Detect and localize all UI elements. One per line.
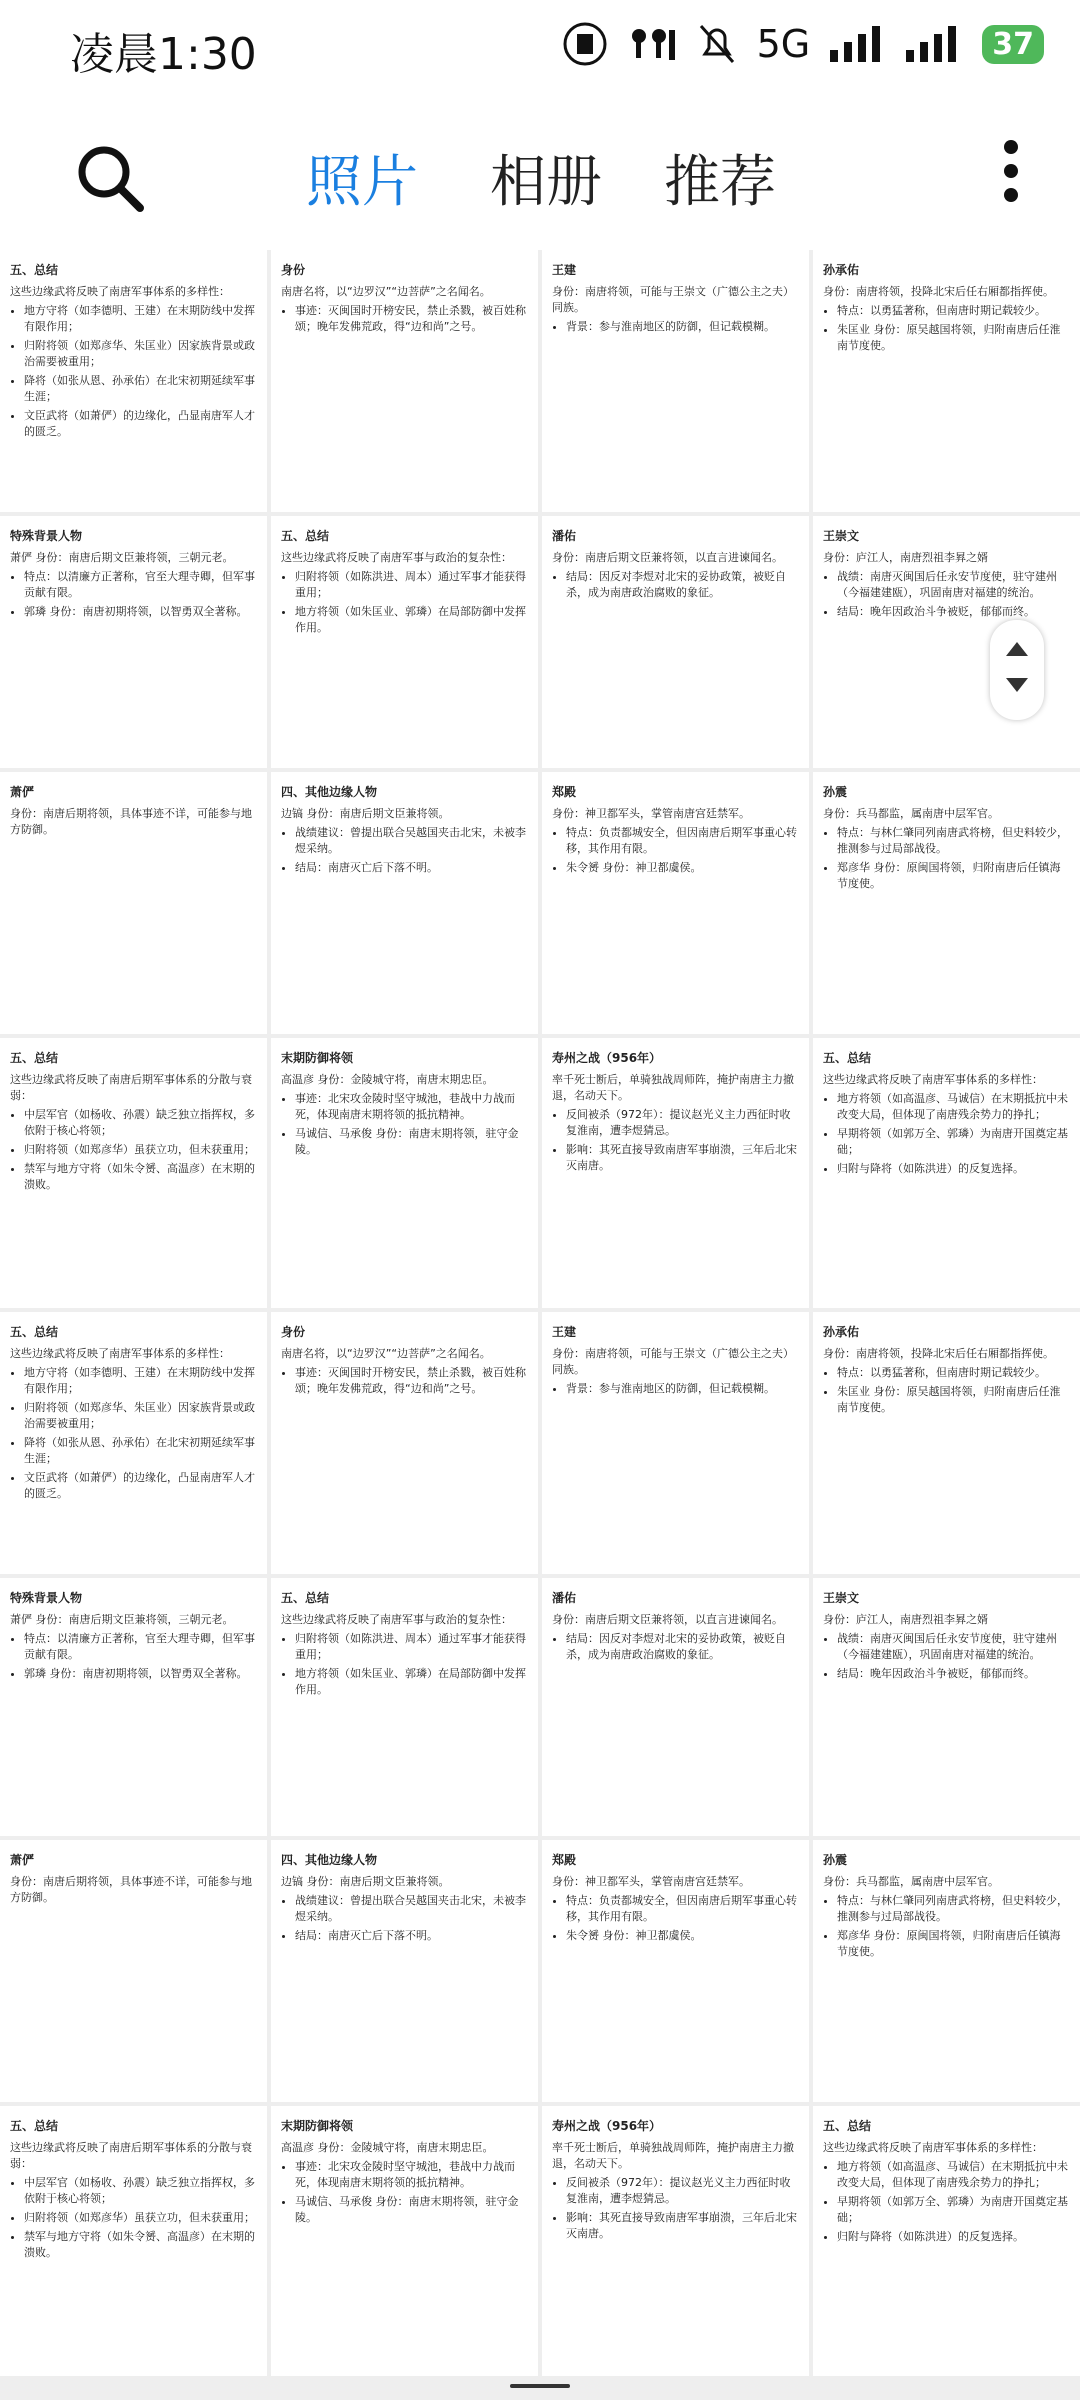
- thumbnail-list-item: • 结局：南唐灭亡后下落不明。: [295, 1928, 528, 1944]
- thumbnail-text: 这些边缘武将反映了南唐军事体系的多样性：: [10, 1347, 230, 1360]
- thumbnail-list-item: • 特点：与林仁肇同列南唐武将榜，但史料较少，推测参与过局部战役。: [837, 1893, 1070, 1925]
- thumbnail-list-item: • 背景：参与淮南地区的防御，但记载模糊。: [566, 319, 799, 335]
- thumbnail-list-item: • 结局：因反对李煜对北宋的妥协政策，被贬自杀，成为南唐政治腐败的象征。: [566, 569, 799, 601]
- thumbnail-list-item: • 结局：晚年因政治斗争被贬，郁郁而终。: [837, 1666, 1070, 1682]
- grid-row: [0, 1312, 1080, 1574]
- photo-thumbnail[interactable]: [0, 516, 267, 768]
- thumbnail-heading: 郑殿: [552, 785, 577, 799]
- thumbnail-text: 萧俨 身份：南唐后期文臣兼将领，三朝元老。: [10, 551, 234, 564]
- thumbnail-list-item: • 事迹：灭闽国时开榜安民，禁止杀戮，被百姓称颂；晚年发佛荒政，得“边和尚”之号。: [295, 1365, 528, 1397]
- thumbnail-list-item: • 特点：与林仁肇同列南唐武将榜，但史料较少，推测参与过局部战役。: [837, 825, 1070, 857]
- grid-row: [0, 516, 1080, 768]
- thumbnail-heading: 王崇文: [823, 529, 860, 543]
- photo-thumbnail[interactable]: [0, 1578, 267, 1836]
- thumbnail-list-item: • 降将（如张从恩、孙承佑）在北宋初期延续军事生涯；: [24, 1435, 257, 1467]
- thumbnail-text: 高温彦 身份：金陵城守将，南唐末期忠臣。: [281, 2141, 494, 2154]
- thumbnail-list: [552, 1631, 799, 1663]
- arrow-up-icon: [1006, 642, 1028, 656]
- thumbnail-heading: 王建: [552, 263, 577, 277]
- thumbnail-list-item: • 文臣武将（如萧俨）的边缘化，凸显南唐军人才的匮乏。: [24, 1470, 257, 1502]
- thumbnail-heading: 五、总结: [10, 263, 59, 277]
- photo-thumbnail[interactable]: [271, 250, 538, 512]
- thumbnail-list-item: • 影响：其死直接导致南唐军事崩溃，三年后北宋灭南唐。: [566, 2210, 799, 2242]
- thumbnail-text: 身份：南唐后期文臣兼将领，以直言进谏闻名。: [552, 1613, 783, 1626]
- thumbnail-list-item: • 归附将领（如陈洪进、周本）通过军事才能获得重用；: [295, 569, 528, 601]
- thumbnail-list-item: • 反间被杀（972年）：提议赵光义主力西征时收复淮南，遭李煜猜忌。: [566, 1107, 799, 1139]
- thumbnail-text: 这些边缘武将反映了南唐后期军事体系的分散与衰弱：: [10, 2141, 252, 2170]
- thumbnail-list-item: • 事迹：灭闽国时开榜安民，禁止杀戮，被百姓称颂；晚年发佛荒政，得“边和尚”之号。: [295, 303, 528, 335]
- thumbnail-heading: 五、总结: [823, 1051, 872, 1065]
- thumbnail-text: 身份：南唐将领，可能与王崇文（广德公主之夫）同族。: [552, 1347, 794, 1376]
- thumbnail-heading: 潘佑: [552, 529, 577, 543]
- photo-thumbnail[interactable]: [0, 1840, 267, 2102]
- thumbnail-list: [552, 2175, 799, 2242]
- tab-recommend[interactable]: 推荐: [664, 150, 776, 215]
- thumbnail-heading: 身份: [281, 1325, 306, 1339]
- photo-thumbnail[interactable]: [813, 1840, 1080, 2102]
- thumbnail-heading: 五、总结: [10, 1325, 59, 1339]
- thumbnail-heading: 末期防御将领: [281, 2119, 354, 2133]
- app-icon: [563, 22, 607, 66]
- thumbnail-heading: 五、总结: [10, 1051, 59, 1065]
- photo-thumbnail[interactable]: [271, 2106, 538, 2376]
- thumbnail-text: 身份：神卫都军头，掌管南唐宫廷禁军。: [552, 1875, 750, 1888]
- thumbnail-list-item: • 归附将领（如郑彦华）虽获立功，但未获重用；: [24, 2210, 257, 2226]
- thumbnail-list-item: • 降将（如张从恩、孙承佑）在北宋初期延续军事生涯；: [24, 373, 257, 405]
- thumbnail-list-item: • 特点：以勇猛著称，但南唐时期记载较少。: [837, 303, 1070, 319]
- fast-scroll-handle[interactable]: [990, 620, 1044, 720]
- photo-grid[interactable]: [0, 250, 1080, 2400]
- thumbnail-text: 身份：南唐将领，投降北宋后任右厢都指挥使。: [823, 285, 1054, 298]
- thumbnail-heading: 孙承佑: [823, 263, 860, 277]
- network-type: 5G: [756, 22, 811, 66]
- photo-thumbnail[interactable]: [542, 516, 809, 768]
- thumbnail-text: 这些边缘武将反映了南唐后期军事体系的分散与衰弱：: [10, 1073, 252, 1102]
- photo-thumbnail[interactable]: [542, 1840, 809, 2102]
- thumbnail-list: [552, 1381, 799, 1397]
- thumbnail-list-item: • 背景：参与淮南地区的防御，但记载模糊。: [566, 1381, 799, 1397]
- thumbnail-list: [823, 2159, 1070, 2245]
- thumbnail-list-item: • 反间被杀（972年）：提议赵光义主力西征时收复淮南，遭李煜猜忌。: [566, 2175, 799, 2207]
- thumbnail-list: [823, 1365, 1070, 1416]
- thumbnail-list: [281, 2159, 528, 2226]
- photo-thumbnail[interactable]: [0, 1312, 267, 1574]
- thumbnail-heading: 郑殿: [552, 1853, 577, 1867]
- thumbnail-list-item: • 郭璘 身份：南唐初期将领，以智勇双全著称。: [24, 1666, 257, 1682]
- thumbnail-text: 边镐 身份：南唐后期文臣兼将领。: [281, 1875, 450, 1888]
- photo-thumbnail[interactable]: [813, 772, 1080, 1034]
- photo-thumbnail[interactable]: [271, 1578, 538, 1836]
- thumbnail-list-item: • 中层军官（如杨收、孙震）缺乏独立指挥权，多依附于核心将领；: [24, 2175, 257, 2207]
- grid-row: [0, 1578, 1080, 1836]
- thumbnail-list-item: • 归附将领（如陈洪进、周本）通过军事才能获得重用；: [295, 1631, 528, 1663]
- signal-icon: [830, 26, 886, 62]
- photo-thumbnail[interactable]: [271, 772, 538, 1034]
- thumbnail-heading: 萧俨: [10, 785, 35, 799]
- thumbnail-list-item: • 早期将领（如郭万全、郭璘）为南唐开国奠定基础；: [837, 1126, 1070, 1158]
- thumbnail-list: [552, 1107, 799, 1174]
- thumbnail-list-item: • 地方将领（如高温彦、马诚信）在末期抵抗中未改变大局，但体现了南唐残余势力的挣扎；: [837, 1091, 1070, 1123]
- thumbnail-list-item: • 特点：负责都城安全，但因南唐后期军事重心转移，其作用有限。: [566, 825, 799, 857]
- signal-icon-2: [906, 26, 962, 62]
- thumbnail-list: [281, 569, 528, 636]
- grid-row: [0, 250, 1080, 512]
- thumbnail-text: 身份：兵马都监，属南唐中层军官。: [823, 807, 999, 820]
- photo-thumbnail[interactable]: [542, 772, 809, 1034]
- thumbnail-heading: 寿州之战（956年）: [552, 2119, 662, 2133]
- thumbnail-list-item: • 郑彦华 身份：原闽国将领，归附南唐后任镇海节度使。: [837, 860, 1070, 892]
- thumbnail-list: [552, 569, 799, 601]
- thumbnail-list: [10, 1365, 257, 1502]
- thumbnail-text: 这些边缘武将反映了南唐军事体系的多样性：: [823, 1073, 1043, 1086]
- earbuds-icon: [627, 22, 677, 66]
- thumbnail-list-item: • 事迹：北宋攻金陵时坚守城池，巷战中力战而死，体现南唐末期将领的抵抗精神。: [295, 2159, 528, 2191]
- thumbnail-list-item: • 战绩：南唐灭闽国后任永安节度使，驻守建州（今福建建瓯），巩固南唐对福建的统治。: [837, 1631, 1070, 1663]
- thumbnail-list: [823, 569, 1070, 620]
- thumbnail-list: [281, 1893, 528, 1944]
- photo-thumbnail[interactable]: [813, 1038, 1080, 1308]
- thumbnail-list-item: • 归附将领（如郑彦华、朱匡业）因家族背景或政治需要被重用；: [24, 338, 257, 370]
- thumbnail-list-item: • 归附与降将（如陈洪进）的反复选择。: [837, 1161, 1070, 1177]
- search-icon[interactable]: [70, 138, 150, 218]
- photo-thumbnail[interactable]: [0, 1038, 267, 1308]
- thumbnail-list-item: • 地方守将（如李德明、王建）在末期防线中发挥有限作用；: [24, 1365, 257, 1397]
- thumbnail-list: [281, 303, 528, 335]
- photo-thumbnail[interactable]: [271, 1312, 538, 1574]
- thumbnail-list-item: • 影响：其死直接导致南唐军事崩溃，三年后北宋灭南唐。: [566, 1142, 799, 1174]
- thumbnail-text: 身份：南唐将领，投降北宋后任右厢都指挥使。: [823, 1347, 1054, 1360]
- grid-row: [0, 1038, 1080, 1308]
- thumbnail-text: 这些边缘武将反映了南唐军事与政治的复杂性：: [281, 1613, 512, 1626]
- thumbnail-list: [823, 825, 1070, 892]
- thumbnail-text: 身份：南唐后期文臣兼将领，以直言进谏闻名。: [552, 551, 783, 564]
- thumbnail-list-item: • 特点：以清廉方正著称，官至大理寺卿，但军事贡献有限。: [24, 1631, 257, 1663]
- thumbnail-heading: 四、其他边缘人物: [281, 785, 378, 799]
- photo-thumbnail[interactable]: [542, 250, 809, 512]
- thumbnail-list-item: • 朱令赟 身份：神卫都虞侯。: [566, 1928, 799, 1944]
- photo-thumbnail[interactable]: [813, 2106, 1080, 2376]
- thumbnail-list-item: • 特点：以勇猛著称，但南唐时期记载较少。: [837, 1365, 1070, 1381]
- thumbnail-list-item: • 战绩：南唐灭闽国后任永安节度使，驻守建州（今福建建瓯），巩固南唐对福建的统治。: [837, 569, 1070, 601]
- thumbnail-list: [823, 303, 1070, 354]
- thumbnail-list-item: • 朱匡业 身份：原吴越国将领，归附南唐后任淮南节度使。: [837, 322, 1070, 354]
- thumbnail-text: 身份：神卫都军头，掌管南唐宫廷禁军。: [552, 807, 750, 820]
- thumbnail-text: 率千死士断后，单骑独战周师阵，掩护南唐主力撤退，名动天下。: [552, 2141, 794, 2170]
- thumbnail-list-item: • 地方将领（如高温彦、马诚信）在末期抵抗中未改变大局，但体现了南唐残余势力的挣扎；: [837, 2159, 1070, 2191]
- thumbnail-heading: 特殊背景人物: [10, 1591, 83, 1605]
- thumbnail-list-item: • 马诚信、马承俊 身份：南唐末期将领，驻守金陵。: [295, 1126, 528, 1158]
- battery-indicator: 37: [982, 25, 1044, 64]
- thumbnail-list-item: • 结局：南唐灭亡后下落不明。: [295, 860, 528, 876]
- thumbnail-heading: 王崇文: [823, 1591, 860, 1605]
- photo-thumbnail[interactable]: [271, 516, 538, 768]
- thumbnail-heading: 四、其他边缘人物: [281, 1853, 378, 1867]
- thumbnail-heading: 五、总结: [10, 2119, 59, 2133]
- photo-thumbnail[interactable]: [271, 1038, 538, 1308]
- thumbnail-list-item: • 地方将领（如朱匡业、郭璘）在局部防御中发挥作用。: [295, 604, 528, 636]
- thumbnail-text: 身份：庐江人，南唐烈祖李昪之婿: [823, 1613, 988, 1626]
- thumbnail-list-item: • 归附将领（如郑彦华）虽获立功，但未获重用；: [24, 1142, 257, 1158]
- status-time: 凌晨1:30: [70, 29, 257, 80]
- thumbnail-text: 身份：兵马都监，属南唐中层军官。: [823, 1875, 999, 1888]
- thumbnail-heading: 身份: [281, 263, 306, 277]
- thumbnail-text: 边镐 身份：南唐后期文臣兼将领。: [281, 807, 450, 820]
- photo-thumbnail[interactable]: [813, 1578, 1080, 1836]
- thumbnail-list-item: • 归附与降将（如陈洪进）的反复选择。: [837, 2229, 1070, 2245]
- thumbnail-list-item: • 特点：以清廉方正著称，官至大理寺卿，但军事贡献有限。: [24, 569, 257, 601]
- thumbnail-heading: 孙震: [823, 785, 848, 799]
- thumbnail-heading: 王建: [552, 1325, 577, 1339]
- thumbnail-list: [10, 1631, 257, 1682]
- thumbnail-list-item: • 中层军官（如杨收、孙震）缺乏独立指挥权，多依附于核心将领；: [24, 1107, 257, 1139]
- thumbnail-list-item: • 结局：晚年因政治斗争被贬，郁郁而终。: [837, 604, 1070, 620]
- thumbnail-heading: 五、总结: [281, 1591, 330, 1605]
- thumbnail-list: [552, 319, 799, 335]
- thumbnail-list-item: • 禁军与地方守将（如朱令赟、高温彦）在末期的溃败。: [24, 1161, 257, 1193]
- thumbnail-list-item: • 战绩建议：曾提出联合吴越国夹击北宋，未被李煜采纳。: [295, 1893, 528, 1925]
- thumbnail-heading: 孙震: [823, 1853, 848, 1867]
- thumbnail-heading: 五、总结: [281, 529, 330, 543]
- thumbnail-list-item: • 朱令赟 身份：神卫都虞侯。: [566, 860, 799, 876]
- top-bar: [0, 110, 1080, 240]
- thumbnail-list-item: • 文臣武将（如萧俨）的边缘化，凸显南唐军人才的匮乏。: [24, 408, 257, 440]
- thumbnail-list: [281, 1365, 528, 1397]
- thumbnail-text: 这些边缘武将反映了南唐军事体系的多样性：: [823, 2141, 1043, 2154]
- thumbnail-list: [552, 825, 799, 876]
- photo-thumbnail[interactable]: [542, 1312, 809, 1574]
- thumbnail-heading: 寿州之战（956年）: [552, 1051, 662, 1065]
- thumbnail-list: [823, 1091, 1070, 1177]
- thumbnail-list-item: • 战绩建议：曾提出联合吴越国夹击北宋，未被李煜采纳。: [295, 825, 528, 857]
- thumbnail-list-item: • 早期将领（如郭万全、郭璘）为南唐开国奠定基础；: [837, 2194, 1070, 2226]
- thumbnail-list-item: • 特点：负责都城安全，但因南唐后期军事重心转移，其作用有限。: [566, 1893, 799, 1925]
- thumbnail-text: 南唐名将，以“边罗汉”“边菩萨”之名闻名。: [281, 1347, 491, 1360]
- tab-albums[interactable]: 相册: [490, 150, 602, 215]
- photo-thumbnail[interactable]: [813, 250, 1080, 512]
- thumbnail-list-item: • 事迹：北宋攻金陵时坚守城池，巷战中力战而死，体现南唐末期将领的抵抗精神。: [295, 1091, 528, 1123]
- thumbnail-heading: 五、总结: [823, 2119, 872, 2133]
- thumbnail-text: 这些边缘武将反映了南唐军事体系的多样性：: [10, 285, 230, 298]
- photo-thumbnail[interactable]: [0, 772, 267, 1034]
- thumbnail-list: [281, 1091, 528, 1158]
- grid-row: [0, 2106, 1080, 2376]
- thumbnail-list: [10, 1107, 257, 1193]
- mute-bell-icon: [697, 22, 737, 66]
- arrow-down-icon: [1006, 678, 1028, 692]
- home-indicator: [510, 2384, 570, 2388]
- thumbnail-heading: 孙承佑: [823, 1325, 860, 1339]
- grid-row: [0, 772, 1080, 1034]
- thumbnail-text: 身份：南唐后期将领，具体事迹不详，可能参与地方防御。: [10, 807, 252, 836]
- tab-photos[interactable]: 照片: [306, 150, 418, 215]
- thumbnail-heading: 末期防御将领: [281, 1051, 354, 1065]
- thumbnail-text: 身份：南唐后期将领，具体事迹不详，可能参与地方防御。: [10, 1875, 252, 1904]
- thumbnail-list: [281, 1631, 528, 1698]
- photo-thumbnail[interactable]: [813, 1312, 1080, 1574]
- thumbnail-list: [823, 1893, 1070, 1960]
- status-bar: [0, 0, 1080, 96]
- status-icons: [563, 22, 1044, 66]
- thumbnail-list-item: • 地方守将（如李德明、王建）在末期防线中发挥有限作用；: [24, 303, 257, 335]
- photo-thumbnail[interactable]: [0, 2106, 267, 2376]
- photo-thumbnail[interactable]: [542, 1038, 809, 1308]
- thumbnail-text: 身份：南唐将领，可能与王崇文（广德公主之夫）同族。: [552, 285, 794, 314]
- thumbnail-text: 南唐名将，以“边罗汉”“边菩萨”之名闻名。: [281, 285, 491, 298]
- thumbnail-heading: 潘佑: [552, 1591, 577, 1605]
- thumbnail-list-item: • 朱匡业 身份：原吴越国将领，归附南唐后任淮南节度使。: [837, 1384, 1070, 1416]
- photo-thumbnail[interactable]: [542, 1578, 809, 1836]
- thumbnail-list-item: • 归附将领（如郑彦华、朱匡业）因家族背景或政治需要被重用；: [24, 1400, 257, 1432]
- grid-row: [0, 1840, 1080, 2102]
- thumbnail-text: 身份：庐江人，南唐烈祖李昪之婿: [823, 551, 988, 564]
- thumbnail-text: 这些边缘武将反映了南唐军事与政治的复杂性：: [281, 551, 512, 564]
- thumbnail-heading: 特殊背景人物: [10, 529, 83, 543]
- photo-thumbnail[interactable]: [0, 250, 267, 512]
- thumbnail-list: [552, 1893, 799, 1944]
- thumbnail-list: [10, 2175, 257, 2261]
- thumbnail-list: [10, 569, 257, 620]
- thumbnail-list-item: • 郑彦华 身份：原闽国将领，归附南唐后任镇海节度使。: [837, 1928, 1070, 1960]
- more-menu-icon[interactable]: [1004, 140, 1020, 212]
- thumbnail-list-item: • 地方将领（如朱匡业、郭璘）在局部防御中发挥作用。: [295, 1666, 528, 1698]
- thumbnail-heading: 萧俨: [10, 1853, 35, 1867]
- thumbnail-list-item: • 郭璘 身份：南唐初期将领，以智勇双全著称。: [24, 604, 257, 620]
- thumbnail-text: 高温彦 身份：金陵城守将，南唐末期忠臣。: [281, 1073, 494, 1086]
- thumbnail-list: [281, 825, 528, 876]
- photo-thumbnail[interactable]: [542, 2106, 809, 2376]
- thumbnail-text: 萧俨 身份：南唐后期文臣兼将领，三朝元老。: [10, 1613, 234, 1626]
- photo-thumbnail[interactable]: [271, 1840, 538, 2102]
- thumbnail-list-item: • 结局：因反对李煜对北宋的妥协政策，被贬自杀，成为南唐政治腐败的象征。: [566, 1631, 799, 1663]
- thumbnail-list: [10, 303, 257, 440]
- thumbnail-list-item: • 禁军与地方守将（如朱令赟、高温彦）在末期的溃败。: [24, 2229, 257, 2261]
- thumbnail-list: [823, 1631, 1070, 1682]
- thumbnail-text: 率千死士断后，单骑独战周师阵，掩护南唐主力撤退，名动天下。: [552, 1073, 794, 1102]
- thumbnail-list-item: • 马诚信、马承俊 身份：南唐末期将领，驻守金陵。: [295, 2194, 528, 2226]
